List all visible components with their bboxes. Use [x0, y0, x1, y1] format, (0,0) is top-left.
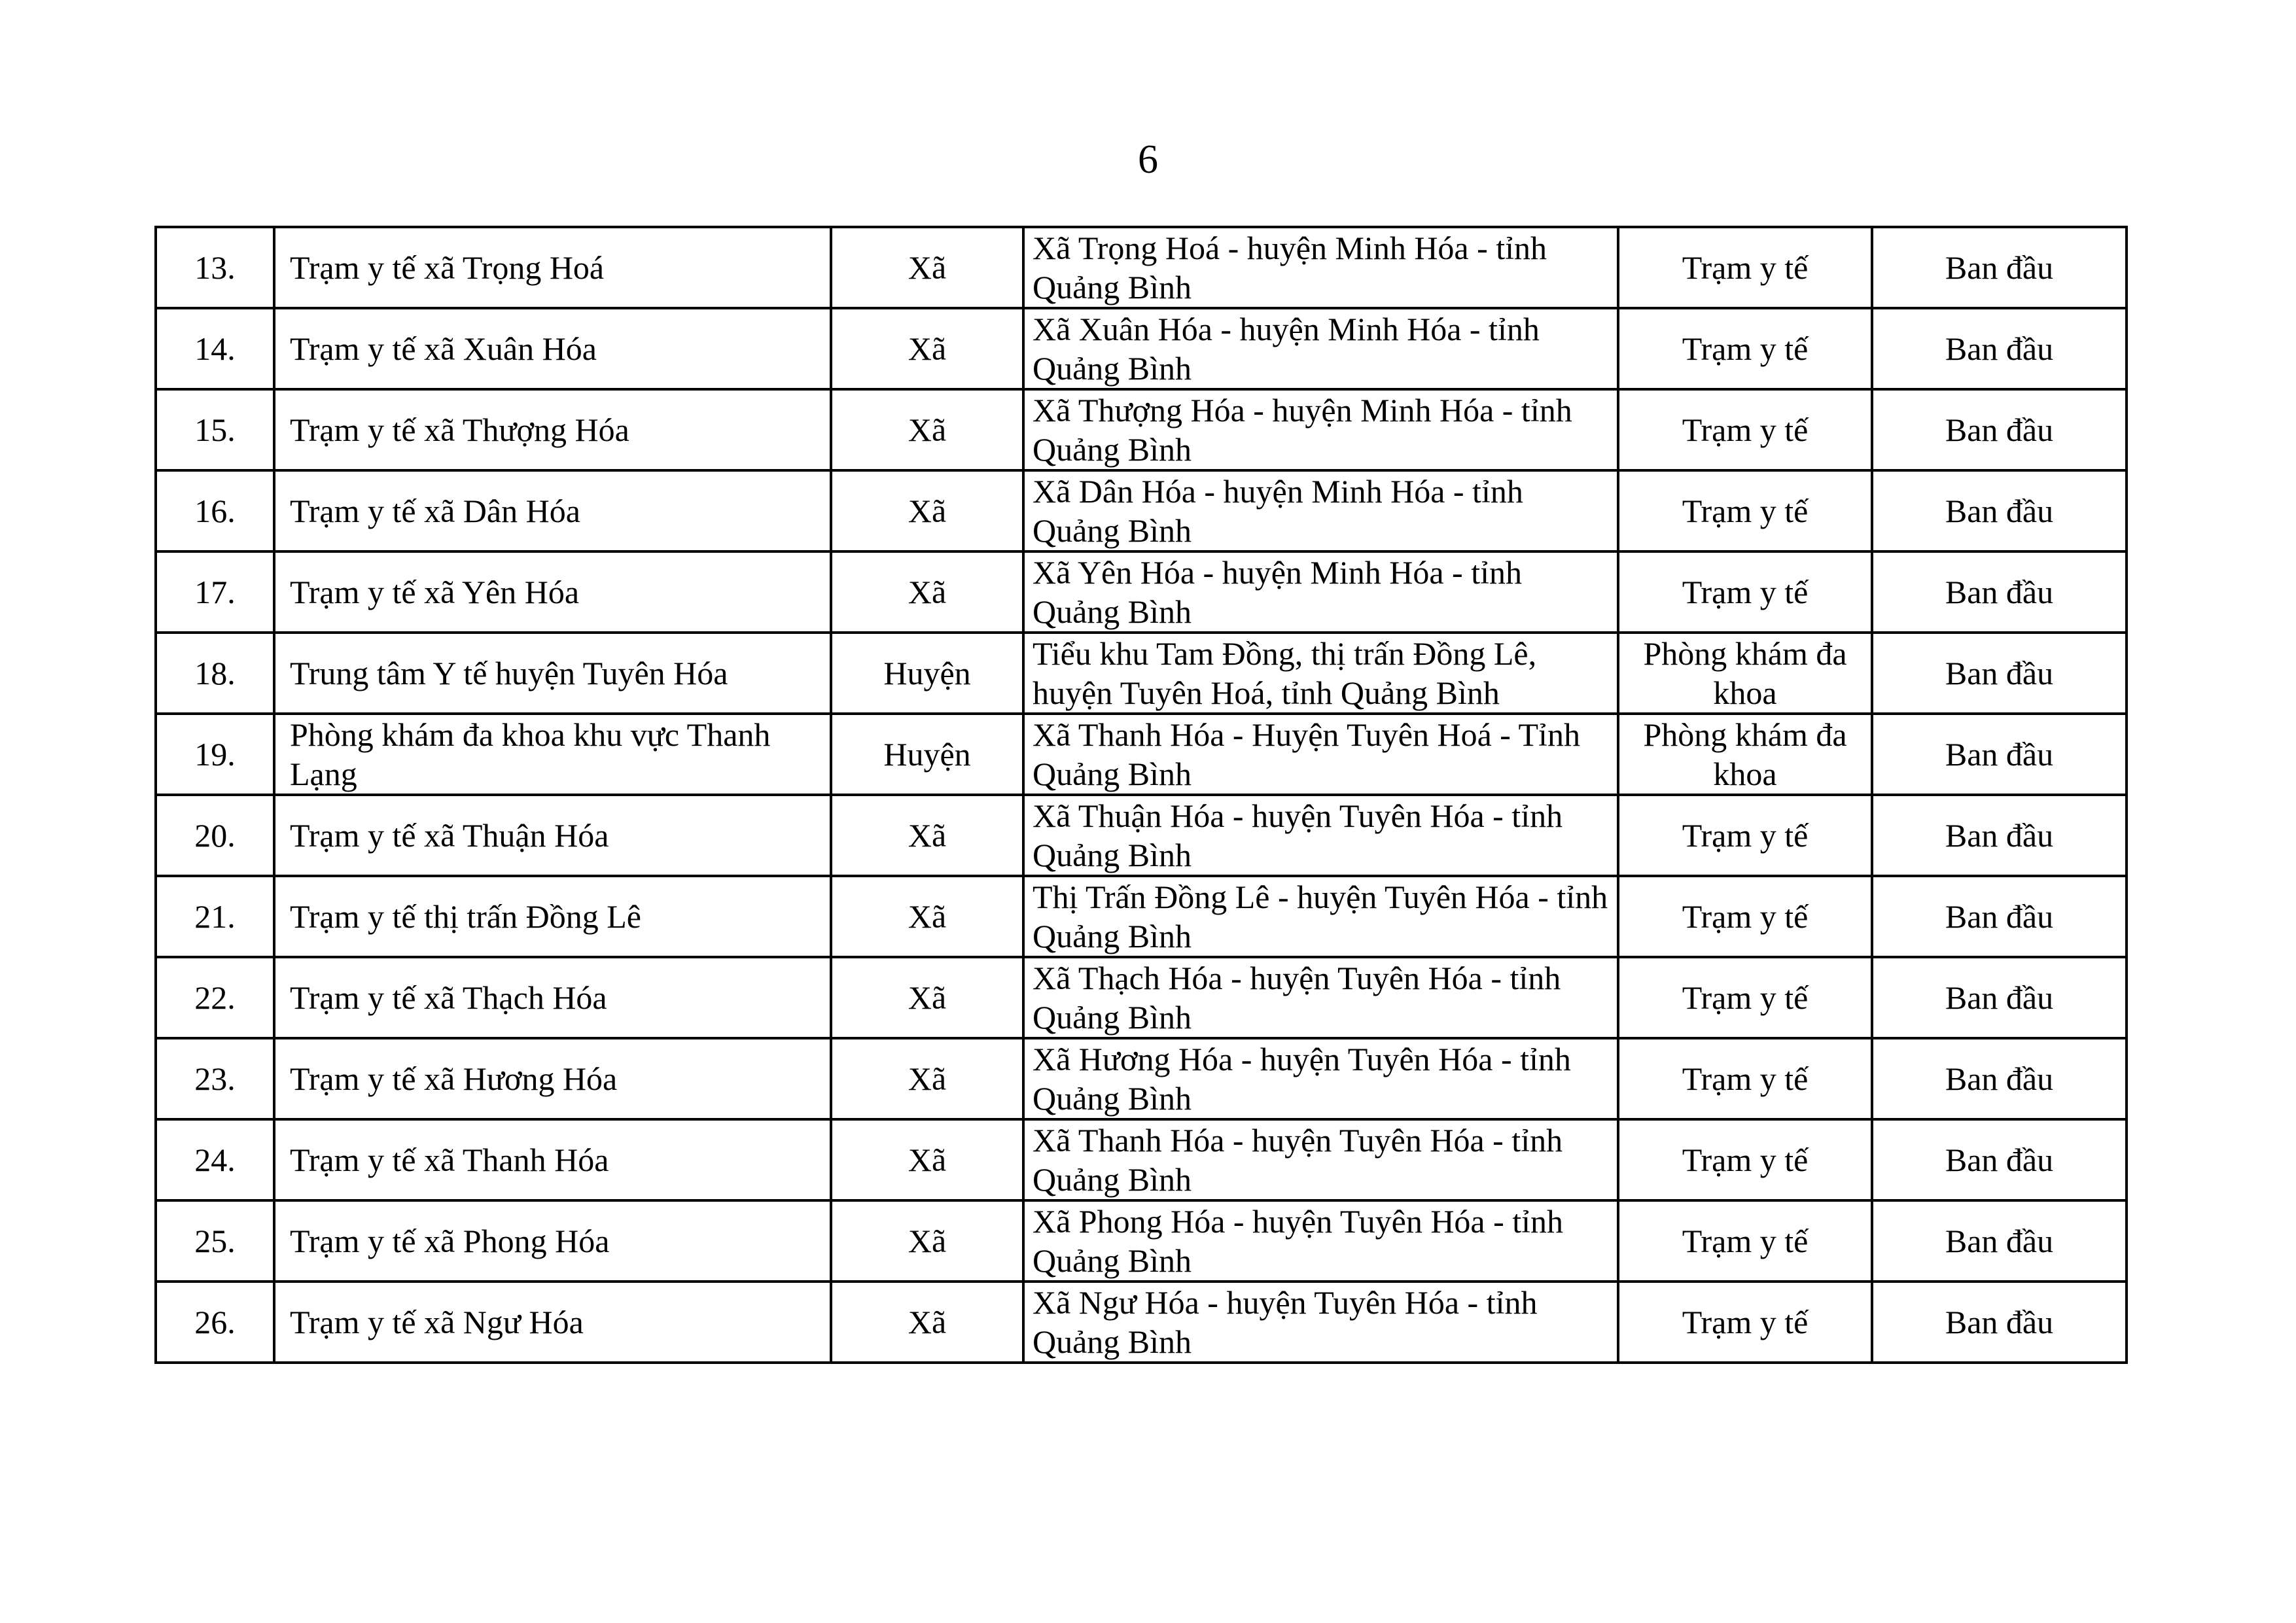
table-row [156, 1038, 2127, 1119]
cell-facility-type: Trạm y tế [1618, 1200, 1872, 1282]
cell-care-scope: Ban đầu [1872, 308, 2127, 389]
table-row [156, 714, 2127, 795]
cell-facility-name: Trung tâm Y tế huyện Tuyên Hóa [274, 633, 831, 714]
cell-row-number: 16. [156, 470, 274, 551]
cell-admin-level: Xã [831, 551, 1023, 633]
cell-admin-level: Xã [831, 1038, 1023, 1119]
cell-row-number: 13. [156, 227, 274, 308]
facility-table [154, 226, 2128, 1364]
table-row [156, 389, 2127, 470]
cell-facility-type: Trạm y tế [1618, 389, 1872, 470]
table-row [156, 957, 2127, 1038]
cell-address: Xã Xuân Hóa - huyện Minh Hóa - tỉnh Quảng Bình [1023, 308, 1618, 389]
cell-facility-name: Trạm y tế xã Trọng Hoá [274, 227, 831, 308]
cell-row-number: 23. [156, 1038, 274, 1119]
cell-facility-type: Trạm y tế [1618, 470, 1872, 551]
cell-care-scope: Ban đầu [1872, 1119, 2127, 1200]
cell-facility-name: Trạm y tế xã Yên Hóa [274, 551, 831, 633]
cell-admin-level: Xã [831, 957, 1023, 1038]
cell-row-number: 17. [156, 551, 274, 633]
cell-address: Xã Thạch Hóa - huyện Tuyên Hóa - tỉnh Quảng Bình [1023, 957, 1618, 1038]
cell-facility-type: Trạm y tế [1618, 1119, 1872, 1200]
cell-admin-level: Xã [831, 876, 1023, 957]
cell-facility-type: Trạm y tế [1618, 1282, 1872, 1363]
table-row [156, 308, 2127, 389]
cell-admin-level: Xã [831, 470, 1023, 551]
cell-address: Xã Thanh Hóa - huyện Tuyên Hóa - tỉnh Quảng Bình [1023, 1119, 1618, 1200]
cell-admin-level: Xã [831, 1119, 1023, 1200]
cell-admin-level: Xã [831, 1282, 1023, 1363]
cell-facility-type: Trạm y tế [1618, 876, 1872, 957]
cell-row-number: 24. [156, 1119, 274, 1200]
cell-facility-type: Trạm y tế [1618, 1038, 1872, 1119]
cell-care-scope: Ban đầu [1872, 795, 2127, 876]
cell-row-number: 21. [156, 876, 274, 957]
cell-facility-name: Trạm y tế xã Dân Hóa [274, 470, 831, 551]
cell-admin-level: Huyện [831, 633, 1023, 714]
page-number: 6 [1138, 137, 1158, 182]
table-row [156, 551, 2127, 633]
table-row [156, 1200, 2127, 1282]
cell-facility-name: Trạm y tế xã Hương Hóa [274, 1038, 831, 1119]
cell-facility-type: Trạm y tế [1618, 795, 1872, 876]
cell-row-number: 22. [156, 957, 274, 1038]
cell-care-scope: Ban đầu [1872, 1282, 2127, 1363]
cell-address: Xã Dân Hóa - huyện Minh Hóa - tỉnh Quảng Bình [1023, 470, 1618, 551]
cell-care-scope: Ban đầu [1872, 1038, 2127, 1119]
cell-care-scope: Ban đầu [1872, 957, 2127, 1038]
table-row [156, 876, 2127, 957]
cell-address: Xã Ngư Hóa - huyện Tuyên Hóa - tỉnh Quảng Bình [1023, 1282, 1618, 1363]
cell-care-scope: Ban đầu [1872, 714, 2127, 795]
cell-address: Xã Yên Hóa - huyện Minh Hóa - tỉnh Quảng Bình [1023, 551, 1618, 633]
cell-admin-level: Xã [831, 308, 1023, 389]
cell-row-number: 14. [156, 308, 274, 389]
cell-address: Xã Thuận Hóa - huyện Tuyên Hóa - tỉnh Quảng Bình [1023, 795, 1618, 876]
cell-care-scope: Ban đầu [1872, 1200, 2127, 1282]
cell-address: Xã Hương Hóa - huyện Tuyên Hóa - tỉnh Quảng Bình [1023, 1038, 1618, 1119]
cell-facility-name: Trạm y tế xã Thượng Hóa [274, 389, 831, 470]
cell-facility-name: Phòng khám đa khoa khu vực Thanh Lạng [274, 714, 831, 795]
cell-facility-name: Trạm y tế xã Phong Hóa [274, 1200, 831, 1282]
cell-facility-name: Trạm y tế xã Thạch Hóa [274, 957, 831, 1038]
cell-facility-name: Trạm y tế xã Thuận Hóa [274, 795, 831, 876]
cell-row-number: 18. [156, 633, 274, 714]
cell-admin-level: Xã [831, 1200, 1023, 1282]
cell-care-scope: Ban đầu [1872, 551, 2127, 633]
cell-care-scope: Ban đầu [1872, 470, 2127, 551]
cell-address: Xã Thượng Hóa - huyện Minh Hóa - tỉnh Quảng Bình [1023, 389, 1618, 470]
cell-address: Xã Trọng Hoá - huyện Minh Hóa - tỉnh Quảng Bình [1023, 227, 1618, 308]
cell-facility-name: Trạm y tế xã Ngư Hóa [274, 1282, 831, 1363]
cell-facility-name: Trạm y tế xã Thanh Hóa [274, 1119, 831, 1200]
cell-admin-level: Xã [831, 389, 1023, 470]
cell-facility-name: Trạm y tế xã Xuân Hóa [274, 308, 831, 389]
cell-facility-type: Trạm y tế [1618, 308, 1872, 389]
cell-row-number: 15. [156, 389, 274, 470]
cell-row-number: 25. [156, 1200, 274, 1282]
cell-care-scope: Ban đầu [1872, 876, 2127, 957]
cell-address: Xã Thanh Hóa - Huyện Tuyên Hoá - Tỉnh Quảng Bình [1023, 714, 1618, 795]
cell-facility-type: Trạm y tế [1618, 227, 1872, 308]
cell-admin-level: Xã [831, 795, 1023, 876]
cell-row-number: 20. [156, 795, 274, 876]
cell-care-scope: Ban đầu [1872, 227, 2127, 308]
table-row [156, 1282, 2127, 1363]
cell-facility-type: Trạm y tế [1618, 551, 1872, 633]
table-row [156, 1119, 2127, 1200]
table-row [156, 470, 2127, 551]
table-row [156, 795, 2127, 876]
records-tbody [156, 227, 2127, 1363]
cell-address: Tiểu khu Tam Đồng, thị trấn Đồng Lê, huyện Tuyên Hoá, tỉnh Quảng Bình [1023, 633, 1618, 714]
cell-facility-type: Phòng khám đa khoa [1618, 714, 1872, 795]
cell-admin-level: Xã [831, 227, 1023, 308]
cell-row-number: 19. [156, 714, 274, 795]
cell-admin-level: Huyện [831, 714, 1023, 795]
cell-facility-type: Trạm y tế [1618, 957, 1872, 1038]
cell-care-scope: Ban đầu [1872, 633, 2127, 714]
table-row [156, 227, 2127, 308]
table-row [156, 633, 2127, 714]
cell-facility-type: Phòng khám đa khoa [1618, 633, 1872, 714]
cell-care-scope: Ban đầu [1872, 389, 2127, 470]
cell-facility-name: Trạm y tế thị trấn Đồng Lê [274, 876, 831, 957]
cell-address: Thị Trấn Đồng Lê - huyện Tuyên Hóa - tỉnh Quảng Bình [1023, 876, 1618, 957]
cell-address: Xã Phong Hóa - huyện Tuyên Hóa - tỉnh Quảng Bình [1023, 1200, 1618, 1282]
cell-row-number: 26. [156, 1282, 274, 1363]
